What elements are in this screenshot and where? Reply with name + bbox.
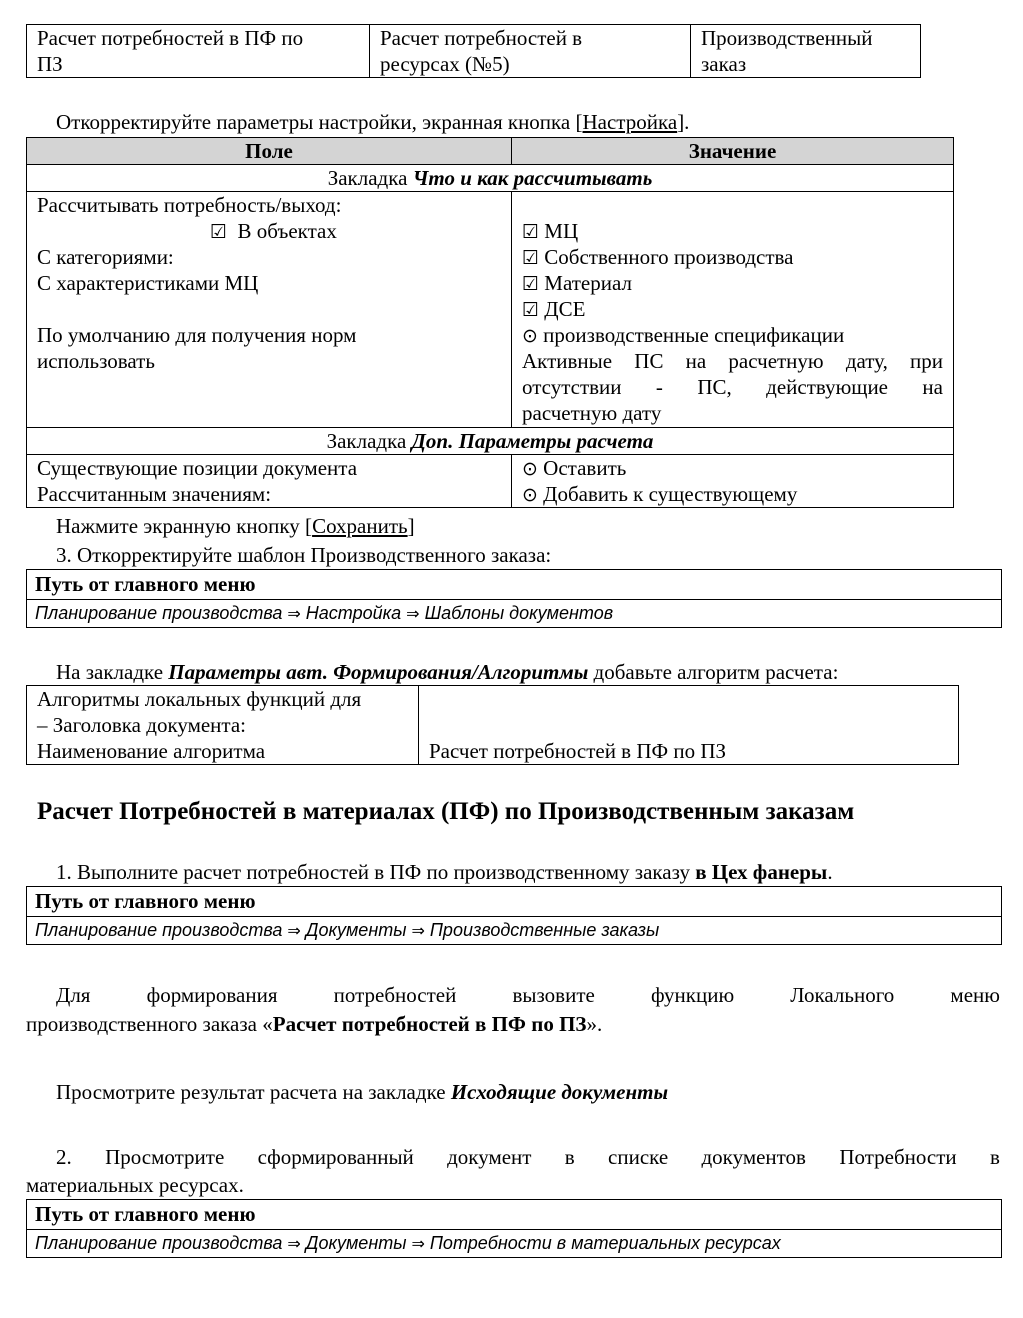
tab1-prefix: Закладка [327, 166, 413, 190]
tab2-prefix: Закладка [326, 429, 412, 453]
field-calc: Рассчитывать потребность/выход: [37, 193, 342, 217]
word: отсутствии [522, 375, 622, 399]
tab1-fields-cell [27, 192, 512, 428]
word: Для [56, 983, 91, 1007]
step1-bold: в Цех фанеры [695, 860, 828, 884]
value-own-label: Собственного производства [544, 245, 794, 269]
save-line [56, 513, 415, 539]
para-func-end: ». [586, 1012, 603, 1036]
path-3 [27, 1230, 1002, 1258]
path-segment: Потребности в материальных ресурсах [429, 1233, 781, 1253]
para-func-line2 [26, 1011, 602, 1037]
para-view [56, 1079, 668, 1105]
checkbox-icon: ☑ [210, 221, 228, 243]
path-segment: Производственные заказы [429, 920, 660, 940]
path-segment: Документы [305, 920, 412, 940]
word: в [564, 1145, 575, 1169]
value-active-line2 [522, 374, 943, 400]
algo-intro-end: добавьте алгоритм расчета: [588, 660, 839, 684]
value-specs [522, 322, 943, 348]
header-value: Значение [512, 138, 954, 165]
tab2-row [27, 428, 954, 455]
step1 [56, 859, 833, 885]
checkbox-icon: ☑ [522, 221, 540, 243]
word: Потребности [839, 1145, 957, 1169]
value-active-line3: расчетную дату [522, 401, 662, 425]
word: при [910, 349, 943, 373]
word: ПС [634, 349, 664, 373]
value-dse-label: ДСЕ [544, 297, 586, 321]
top-table [26, 24, 921, 78]
para-func-line1 [56, 982, 1000, 1008]
checkbox-icon: ☑ [522, 247, 540, 269]
top-cell-1 [27, 25, 370, 78]
radio-selected-icon: ⊙ [522, 484, 538, 506]
settings-intro-end: ]. [677, 110, 690, 134]
section-heading: Расчет Потребностей в материалах (ПФ) по Производственным заказам [37, 798, 855, 825]
value-mc-label: МЦ [544, 219, 579, 243]
step1-end: . [827, 860, 833, 884]
algo-line3: Наименование алгоритма [37, 739, 266, 763]
word: меню [950, 983, 1000, 1007]
para-func-text: производственного заказа « [26, 1012, 273, 1036]
path-segment: Шаблоны документов [424, 603, 614, 623]
word: документов [701, 1145, 806, 1169]
algo-intro [56, 659, 838, 685]
settings-table [26, 137, 954, 508]
path-label: Путь от главного меню [27, 1200, 1002, 1230]
arrow-icon: ⇒ [287, 1234, 301, 1253]
value-add [522, 481, 943, 507]
field-existing: Существующие позиции документа [37, 456, 358, 480]
field-in-objects-label: В объектах [237, 219, 337, 243]
path-1 [27, 600, 1002, 628]
spacer [522, 192, 943, 218]
arrow-icon: ⇒ [411, 921, 425, 940]
algo-value: Расчет потребностей в ПФ по ПЗ [429, 739, 727, 763]
algo-tab-name: Параметры авт. Формирования/Алгоритмы [168, 660, 589, 684]
word: списке [608, 1145, 669, 1169]
settings-button-link[interactable]: Настройка [582, 110, 678, 134]
word: - [655, 375, 663, 399]
word: сформированный [257, 1145, 414, 1169]
algo-line1: Алгоритмы локальных функций для [37, 687, 362, 711]
word: 2. [56, 1145, 72, 1169]
field-in-objects [37, 218, 501, 244]
algo-value-cell [419, 686, 959, 765]
tab2-values-cell [512, 455, 954, 508]
word: Активные [522, 349, 613, 373]
top-cell-2 [370, 25, 691, 78]
header-field: Поле [27, 138, 512, 165]
tab1-row [27, 165, 954, 192]
step3-text: 3. Откорректируйте шаблон Производственного заказа: [56, 543, 552, 567]
field-default-line2: использовать [37, 349, 155, 373]
value-keep-label: Оставить [543, 456, 627, 480]
save-line-text: Нажмите экранную кнопку [ [56, 514, 313, 538]
value-mc [522, 218, 943, 244]
settings-intro [56, 109, 689, 135]
radio-selected-icon: ⊙ [522, 458, 538, 480]
path-label: Путь от главного меню [27, 887, 1002, 917]
step2-line2: материальных ресурсах. [26, 1173, 244, 1197]
top-cell-1-line2: ПЗ [37, 52, 63, 76]
settings-intro-text: Откорректируйте параметры настройки, экранная кнопка [ [56, 110, 583, 134]
path-2 [27, 917, 1002, 945]
path-box-3 [26, 1199, 1002, 1258]
value-material-label: Материал [544, 271, 632, 295]
word: действующие [766, 375, 888, 399]
field-categories: С категориями: [37, 245, 174, 269]
top-cell-2-line2: ресурсах (№5) [380, 52, 510, 76]
path-box-2 [26, 886, 1002, 945]
word: функцию [650, 983, 735, 1007]
save-button-link[interactable]: Сохранить [312, 514, 408, 538]
path-segment: Настройка [305, 603, 407, 623]
arrow-icon: ⇒ [287, 921, 301, 940]
top-cell-1-line1: Расчет потребностей в ПФ по [37, 26, 304, 50]
value-keep [522, 455, 943, 481]
step2-line1 [56, 1144, 1000, 1170]
word: ПС, [697, 375, 732, 399]
spacer [37, 296, 501, 322]
path-label: Путь от главного меню [27, 570, 1002, 600]
arrow-icon: ⇒ [406, 604, 420, 623]
top-cell-2-line1: Расчет потребностей в [380, 26, 583, 50]
path-segment: Планирование производства [35, 920, 288, 940]
checkbox-icon: ☑ [522, 273, 540, 295]
para-func-bold: Расчет потребностей в ПФ по ПЗ [272, 1012, 587, 1036]
word: формирования [146, 983, 278, 1007]
tab1-values-cell [512, 192, 954, 428]
tab2-fields-cell [27, 455, 512, 508]
path-segment: Документы [305, 1233, 412, 1253]
tab2-name: Доп. Параметры расчета [411, 429, 654, 453]
top-cell-3-line1: Производственный [701, 26, 873, 50]
field-characteristics: С характеристиками МЦ [37, 271, 259, 295]
value-add-label: Добавить к существующему [543, 482, 798, 506]
word: на [685, 349, 707, 373]
algo-fields-cell [27, 686, 419, 765]
word: вызовите [512, 983, 595, 1007]
word: на [922, 375, 943, 399]
top-cell-3-line2: заказ [701, 52, 747, 76]
value-material [522, 270, 943, 296]
outgoing-docs-tab: Исходящие документы [450, 1080, 669, 1104]
save-line-end: ] [407, 514, 415, 538]
value-dse [522, 296, 943, 322]
value-own [522, 244, 943, 270]
value-active-line1 [522, 348, 943, 374]
arrow-icon: ⇒ [411, 1234, 425, 1253]
word: документ [447, 1145, 532, 1169]
checkbox-icon: ☑ [522, 299, 540, 321]
word: расчетную [728, 349, 824, 373]
path-segment: Планирование производства [35, 603, 288, 623]
algo-table [26, 685, 959, 765]
word: Просмотрите [105, 1145, 225, 1169]
algo-intro-text: На закладке [56, 660, 169, 684]
radio-selected-icon: ⊙ [522, 325, 538, 347]
field-calculated: Рассчитанным значениям: [37, 482, 272, 506]
word: дату, [845, 349, 888, 373]
step1-text: 1. Выполните расчет потребностей в ПФ по производственному заказу [56, 860, 696, 884]
word: в [989, 1145, 1000, 1169]
path-box-1 [26, 569, 1002, 628]
word: Локального [790, 983, 895, 1007]
value-specs-label: производственные спецификации [543, 323, 845, 347]
top-cell-3 [691, 25, 921, 78]
algo-line2: – Заголовка документа: [37, 713, 247, 737]
path-segment: Планирование производства [35, 1233, 288, 1253]
arrow-icon: ⇒ [287, 604, 301, 623]
tab1-name: Что и как рассчитывать [412, 166, 653, 190]
word: потребностей [333, 983, 457, 1007]
para-view-text: Просмотрите результат расчета на закладке [56, 1080, 451, 1104]
field-default-line1: По умолчанию для получения норм [37, 323, 357, 347]
